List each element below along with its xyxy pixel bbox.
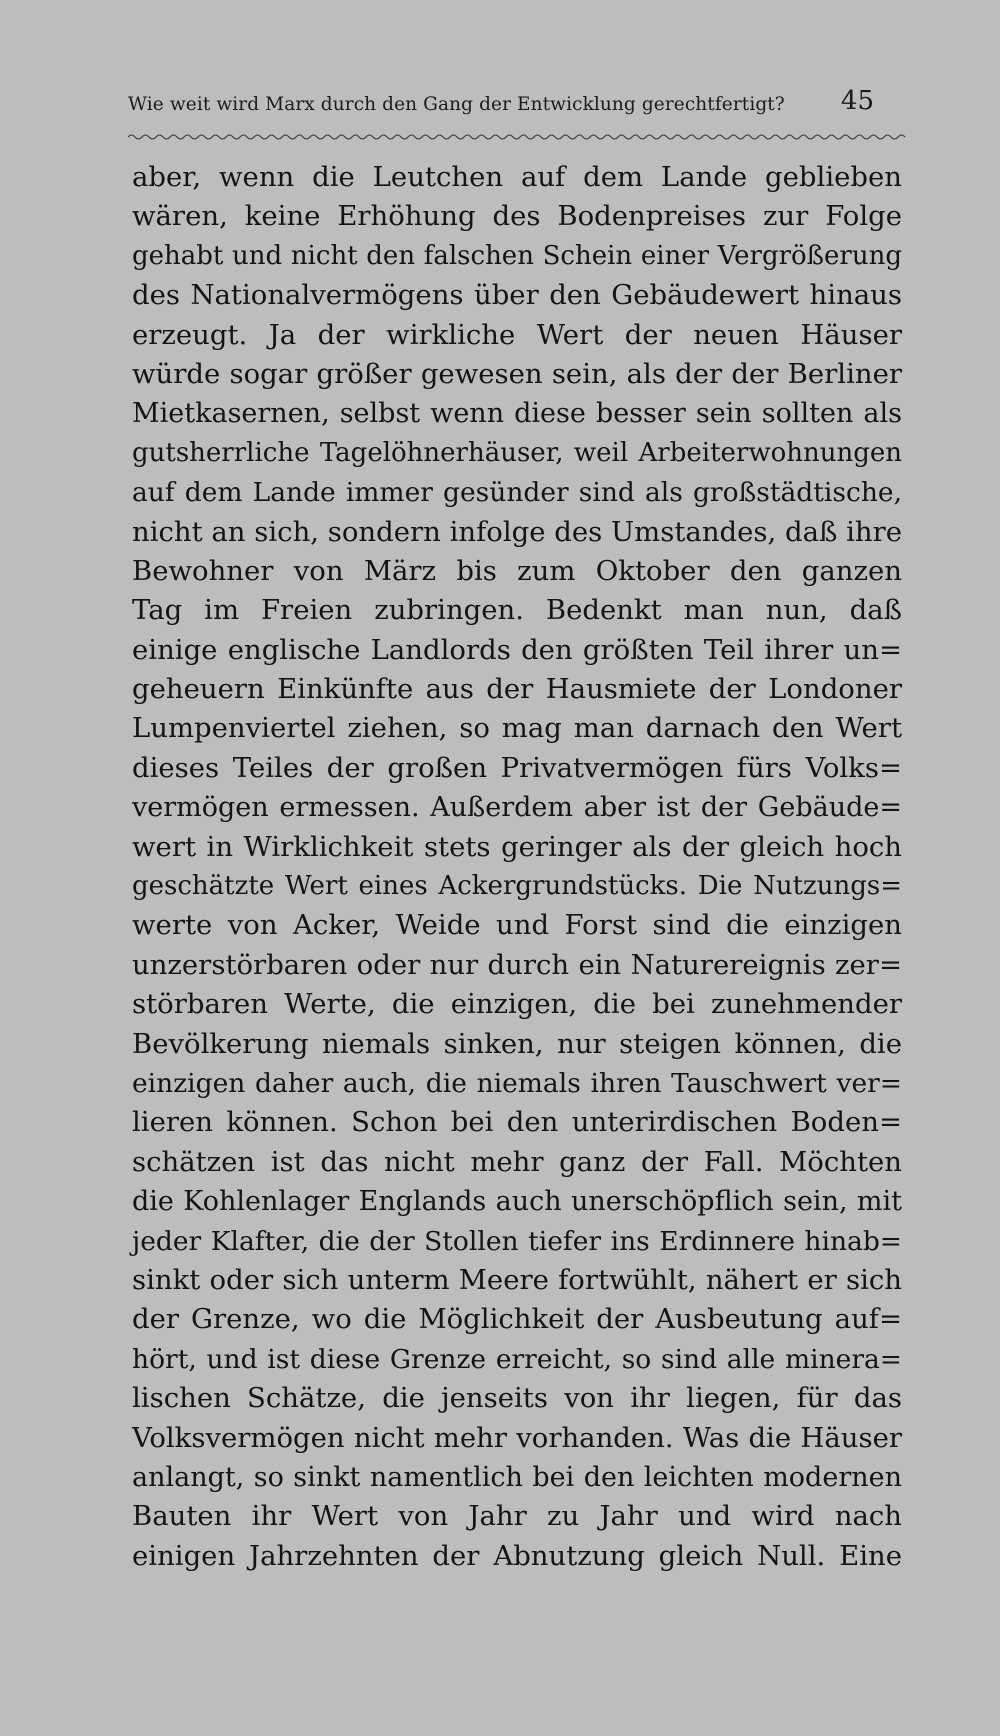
- text-line: Tag im Freien zubringen. Bedenkt man nun, daß: [132, 594, 902, 627]
- text-line: würde sogar größer gewesen sein, als der der Berliner: [132, 357, 902, 390]
- text-line: einzigen daher auch, die niemals ihren Tauschwert ver=: [132, 1067, 902, 1099]
- text-line: die Kohlenlager Englands auch unerschöpflich sein, mit: [132, 1186, 902, 1218]
- text-line: vermögen ermessen. Außerdem aber ist der Gebäude=: [132, 792, 902, 824]
- running-head-title: Wie weit wird Marx durch den Gang der Entwicklung gerechtfertigt?: [128, 94, 785, 115]
- text-line: werte von Acker, Weide und Forst sind die einzigen: [132, 909, 902, 942]
- text-line: erzeugt. Ja der wirkliche Wert der neuen Häuser: [132, 318, 902, 351]
- text-line: lieren können. Schon bei den unterirdischen Boden=: [132, 1106, 902, 1139]
- running-head: [128, 82, 874, 122]
- text-line: geheuern Einkünfte aus der Hausmiete der Londoner: [132, 673, 902, 706]
- text-line: Bevölkerung niemals sinken, nur steigen können, die: [132, 1027, 902, 1060]
- text-line: wären, keine Erhöhung des Bodenpreises zur Folge: [132, 200, 902, 233]
- text-line: geschätzte Wert eines Ackergrundstücks. Die Nutzungs=: [132, 871, 902, 902]
- text-line: Mietkasernen, selbst wenn diese besser sein sollten als: [132, 398, 902, 430]
- text-line: wert in Wirklichkeit stets geringer als der gleich hoch: [132, 830, 902, 863]
- text-line: unzerstörbaren oder nur durch ein Naturereignis zer=: [132, 948, 902, 981]
- text-line: einige englische Landlords den größten Teil ihrer un=: [132, 633, 902, 666]
- text-line: lischen Schätze, die jenseits von ihr liegen, für das: [132, 1382, 902, 1415]
- body-text: [132, 158, 902, 1576]
- page-number: 45: [840, 86, 874, 116]
- text-line: gehabt und nicht den falschen Schein einer Vergrößerung: [132, 240, 902, 271]
- text-line: sinkt oder sich unterm Meere fortwühlt, nähert er sich: [132, 1263, 902, 1296]
- text-line: Lumpenviertel ziehen, so mag man darnach den Wert: [132, 712, 902, 745]
- text-line: schätzen ist das nicht mehr ganz der Fall. Möchten: [132, 1145, 902, 1178]
- text-line: Bewohner von März bis zum Oktober den ganzen: [132, 554, 902, 587]
- text-line: dieses Teiles der großen Privatvermögen fürs Volks=: [132, 751, 902, 784]
- text-line: jeder Klafter, die der Stollen tiefer ins Erdinnere hinab=: [132, 1225, 902, 1257]
- text-line: aber, wenn die Leutchen auf dem Lande geblieben: [132, 161, 902, 193]
- text-line: Bauten ihr Wert von Jahr zu Jahr und wird nach: [132, 1500, 902, 1533]
- text-line: anlangt, so sinkt namentlich bei den leichten modernen: [132, 1461, 902, 1493]
- text-line: Volksvermögen nicht mehr vorhanden. Was die Häuser: [132, 1421, 902, 1454]
- text-line: störbaren Werte, die einzigen, die bei zunehmender: [132, 988, 902, 1021]
- text-line: gutsherrliche Tagelöhnerhäuser, weil Arbeiterwohnungen: [132, 437, 902, 468]
- text-line: hört, und ist diese Grenze erreicht, so sind alle minera=: [132, 1343, 902, 1375]
- text-line: des Nationalvermögens über den Gebäudewert hinaus: [132, 279, 902, 312]
- text-line: nicht an sich, sondern infolge des Umstandes, daß ihre: [132, 515, 903, 548]
- wavy-header-rule: [128, 132, 908, 142]
- text-line: einigen Jahrzehnten der Abnutzung gleich Null. Eine: [132, 1539, 902, 1572]
- text-line: der Grenze, wo die Möglichkeit der Ausbeutung auf=: [132, 1303, 902, 1336]
- text-line: auf dem Lande immer gesünder sind als großstädtische,: [132, 477, 902, 509]
